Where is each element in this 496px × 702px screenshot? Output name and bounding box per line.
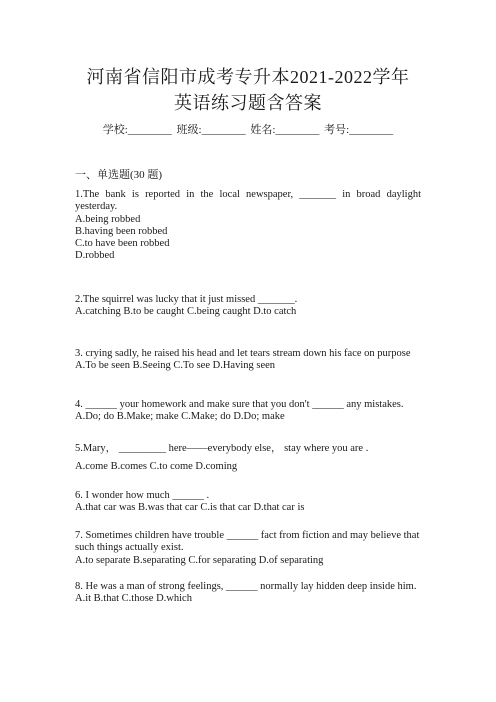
- question-1: [75, 189, 421, 263]
- question-3-stem: 3. crying sadly, he raised his head and let tears stream down his face on purpose: [75, 348, 411, 359]
- question-8: [75, 581, 421, 606]
- question-6: [75, 490, 421, 515]
- question-4-stem: 4. ______ your homework and make sure that you don't ______ any mistakes.: [75, 399, 404, 410]
- question-7-stem: 7. Sometimes children have trouble ______ fact from fiction and may believe that such things actually exist.: [75, 530, 420, 554]
- question-3: [75, 348, 421, 373]
- title-line-2: 英语练习题含答案: [174, 93, 322, 113]
- question-2: [75, 294, 421, 319]
- question-7-options: A.to separate B.separating C.for separating D.of separating: [75, 554, 324, 566]
- question-1-option-c: C.to have been robbed: [75, 238, 170, 250]
- question-5-options: A.come B.comes C.to come D.coming: [75, 461, 238, 473]
- question-2-stem: 2.The squirrel was lucky that it just missed _______.: [75, 294, 298, 305]
- question-4: [75, 399, 421, 424]
- section-heading: 一、单选题(30 题): [75, 169, 163, 181]
- question-5: [75, 443, 421, 474]
- question-7: [75, 530, 421, 567]
- question-1-option-a: A.being robbed: [75, 213, 141, 225]
- question-1-option-b: B.having been robbed: [75, 225, 168, 237]
- question-6-stem: 6. I wonder how much ______ .: [75, 490, 210, 501]
- question-8-stem: 8. He was a man of strong feelings, ______ normally lay hidden deep inside him.: [75, 581, 417, 592]
- question-1-stem: 1.The bank is reported in the local newspaper, _______ in broad daylight yesterday.: [75, 189, 421, 213]
- title-line-1: 河南省信阳市成考专升本2021-2022学年: [86, 67, 410, 87]
- question-8-options: A.it B.that C.those D.which: [75, 593, 192, 605]
- student-info-fields: 学校:________ 班级:________ 姓名:________ 考号:________: [102, 124, 394, 136]
- question-4-options: A.Do; do B.Make; make C.Make; do D.Do; make: [75, 411, 285, 423]
- question-6-options: A.that car was B.was that car C.is that car D.that car is: [75, 502, 305, 514]
- question-5-stem: 5.Mary， _________ here——everybody else， stay where you are .: [75, 443, 369, 454]
- question-2-options: A.catching B.to be caught C.being caught D.to catch: [75, 306, 297, 318]
- question-1-option-d: D.robbed: [75, 250, 115, 262]
- question-3-options: A.To be seen B.Seeing C.To see D.Having seen: [75, 360, 276, 372]
